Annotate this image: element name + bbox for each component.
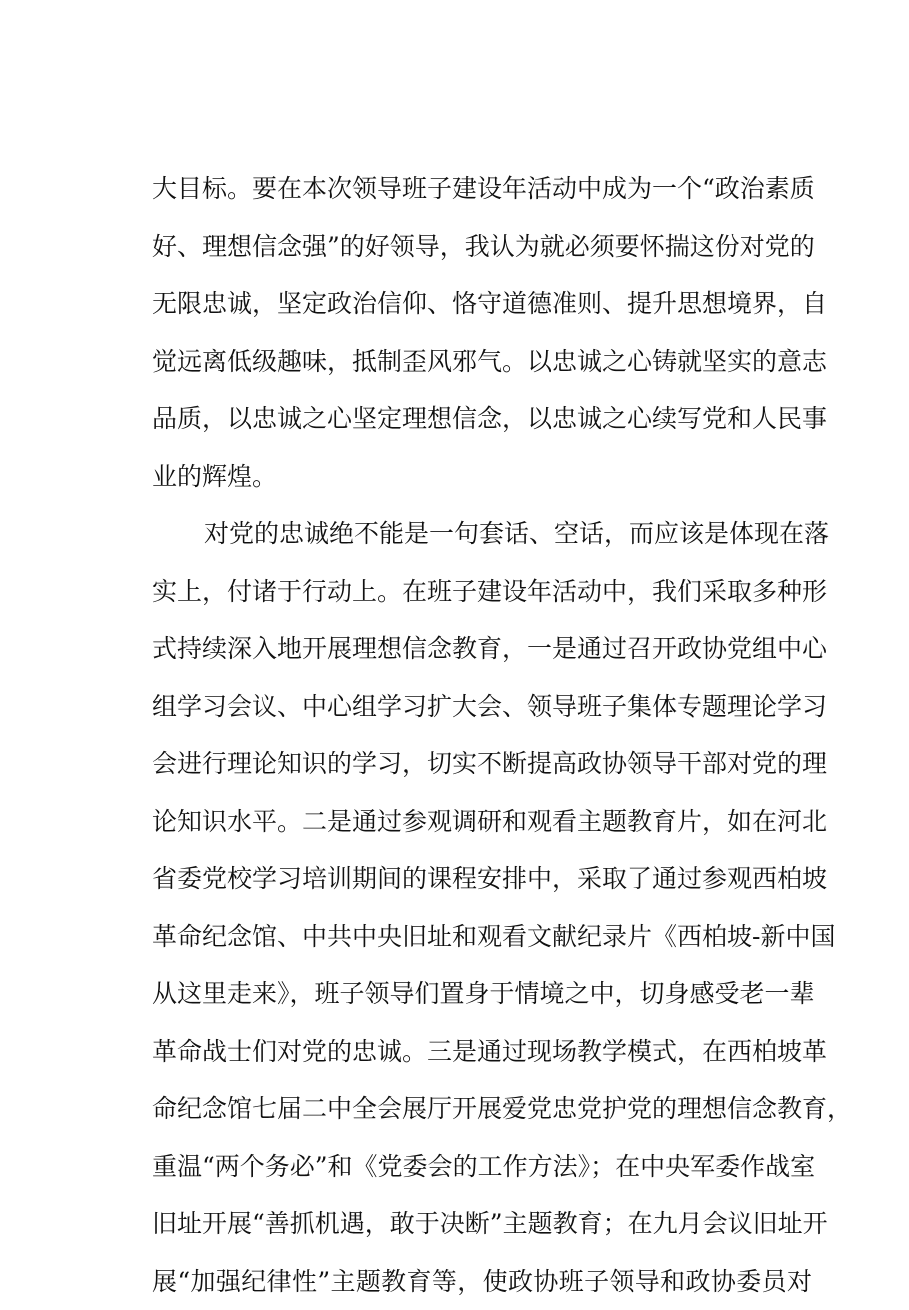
paragraph-1-line-1: 大目标。要在本次领导班子建设年活动中成为一个“政治素质 [152, 160, 812, 218]
paragraph-1-line-2: 好、理想信念强”的好领导，我认为就必须要怀揣这份对党的 [152, 218, 812, 276]
paragraph-2-line-4: 组学习会议、中心组学习扩大会、领导班子集体专题理论学习 [152, 678, 812, 736]
paragraph-2-line-3: 式持续深入地开展理想信念教育，一是通过召开政协党组中心 [152, 620, 812, 678]
paragraph-2-line-7: 省委党校学习培训期间的课程安排中，采取了通过参观西柏坡 [152, 850, 812, 908]
paragraph-2-line-11: 命纪念馆七届二中全会展厅开展爱党忠党护党的理想信念教育， [152, 1080, 812, 1138]
paragraph-2-line-14: 展“加强纪律性”主题教育等，使政协班子领导和政协委员对 [152, 1253, 812, 1310]
document-body [152, 160, 812, 1310]
paragraph-2-line-5: 会进行理论知识的学习，切实不断提高政协领导干部对党的理 [152, 735, 812, 793]
paragraph-1-line-3: 无限忠诚，坚定政治信仰、恪守道德准则、提升思想境界，自 [152, 275, 812, 333]
paragraph-1-line-6: 业的辉煌。 [152, 448, 812, 506]
paragraph-2-line-8: 革命纪念馆、中共中央旧址和观看文献纪录片《西柏坡-新中国 [152, 908, 812, 966]
paragraph-1-line-4: 觉远离低级趣味，抵制歪风邪气。以忠诚之心铸就坚实的意志 [152, 333, 812, 391]
paragraph-2-line-12: 重温“两个务必”和《党委会的工作方法》；在中央军委作战室 [152, 1138, 812, 1196]
paragraph-2-line-2: 实上，付诸于行动上。在班子建设年活动中，我们采取多种形 [152, 563, 812, 621]
paragraph-2-line-6: 论知识水平。二是通过参观调研和观看主题教育片，如在河北 [152, 793, 812, 851]
paragraph-2-line-13: 旧址开展“善抓机遇，敢于决断”主题教育；在九月会议旧址开 [152, 1195, 812, 1253]
paragraph-1-line-5: 品质，以忠诚之心坚定理想信念，以忠诚之心续写党和人民事 [152, 390, 812, 448]
paragraph-2-line-9: 从这里走来》，班子领导们置身于情境之中，切身感受老一辈 [152, 965, 812, 1023]
paragraph-2-line-10: 革命战士们对党的忠诚。三是通过现场教学模式，在西柏坡革 [152, 1023, 812, 1081]
paragraph-2-line-1: 对党的忠诚绝不能是一句套话、空话，而应该是体现在落 [152, 505, 812, 563]
